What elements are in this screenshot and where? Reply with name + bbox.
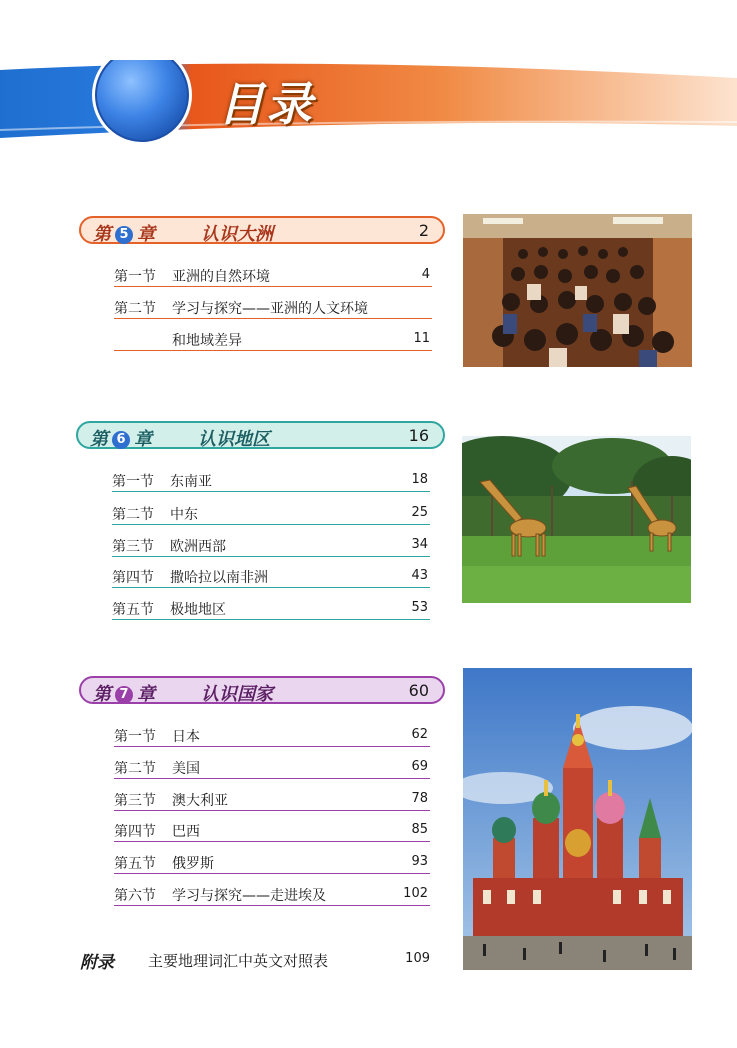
section-page: 4 <box>421 267 430 282</box>
section-title: 学习与探究——亚洲的人文环境 <box>172 301 368 317</box>
section-page: 78 <box>411 791 428 806</box>
cathedral-photo <box>463 668 692 970</box>
chapter-page: 2 <box>418 221 429 240</box>
section-title: 美国 <box>172 761 200 777</box>
chapter-label: 第 7 章 <box>93 684 155 705</box>
section-label: 第二节 <box>114 301 156 317</box>
chapter-title: 认识大洲 <box>201 224 273 245</box>
section-page: 85 <box>411 822 428 837</box>
section-label: 第五节 <box>114 856 156 872</box>
section-page: 53 <box>411 600 428 615</box>
appendix-entry[interactable] <box>80 948 432 973</box>
toc-entry[interactable] <box>112 504 430 525</box>
section-page: 102 <box>403 886 428 901</box>
toc-entry[interactable] <box>114 758 430 779</box>
giraffe-photo <box>462 436 691 603</box>
section-title: 日本 <box>172 729 200 745</box>
section-title: 俄罗斯 <box>172 856 214 872</box>
toc-entry[interactable] <box>112 536 430 557</box>
section-label: 第一节 <box>112 474 154 490</box>
crowd-photo <box>463 214 692 367</box>
chapter-number-badge: 6 <box>112 431 130 449</box>
section-label: 第六节 <box>114 888 156 904</box>
chapter-number-badge: 5 <box>115 226 133 244</box>
section-title: 极地地区 <box>170 602 226 618</box>
section-title: 学习与探究——走进埃及 <box>172 888 326 904</box>
toc-entry[interactable] <box>114 266 432 287</box>
chapter-page: 60 <box>408 681 429 700</box>
section-page: 34 <box>411 537 428 552</box>
section-page: 43 <box>411 568 428 583</box>
header-banner <box>0 60 737 144</box>
chapter-5-header[interactable] <box>79 216 445 244</box>
section-title: 亚洲的自然环境 <box>172 269 270 285</box>
toc-entry[interactable] <box>112 471 430 492</box>
section-title: 巴西 <box>172 824 200 840</box>
appendix-page: 109 <box>405 951 430 966</box>
section-label: 第三节 <box>112 539 154 555</box>
chapter-label: 第 6 章 <box>90 429 152 450</box>
section-page: 93 <box>411 854 428 869</box>
toc-entry[interactable] <box>114 298 432 319</box>
toc-entry[interactable] <box>114 821 430 842</box>
chapter-page: 16 <box>408 426 429 445</box>
section-label: 第四节 <box>114 824 156 840</box>
toc-entry[interactable] <box>114 790 430 811</box>
section-page: 25 <box>411 505 428 520</box>
toc-entry[interactable] <box>114 330 432 351</box>
banner-graphic <box>0 60 737 144</box>
chapter-number-badge: 7 <box>115 686 133 704</box>
section-label: 第二节 <box>112 507 154 523</box>
section-label: 第二节 <box>114 761 156 777</box>
chapter-label: 第 5 章 <box>93 224 155 245</box>
appendix-title: 主要地理词汇中英文对照表 <box>148 952 329 970</box>
section-page: 18 <box>411 472 428 487</box>
toc-entry[interactable] <box>112 599 430 620</box>
chapter-6-header[interactable] <box>76 421 445 449</box>
section-title: 澳大利亚 <box>172 793 228 809</box>
section-label: 第四节 <box>112 570 154 586</box>
toc-entry[interactable] <box>114 885 430 906</box>
section-page: 11 <box>413 331 430 346</box>
section-label: 第一节 <box>114 729 156 745</box>
section-label: 第五节 <box>112 602 154 618</box>
chapter-title: 认识国家 <box>201 684 273 705</box>
appendix-label: 附录 <box>80 953 114 973</box>
section-label: 第一节 <box>114 269 156 285</box>
toc-entry[interactable] <box>114 853 430 874</box>
section-title: 和地域差异 <box>172 333 242 349</box>
chapter-7-header[interactable] <box>79 676 445 704</box>
chapter-title: 认识地区 <box>198 429 270 450</box>
section-title: 欧洲西部 <box>170 539 226 555</box>
section-page: 69 <box>411 759 428 774</box>
toc-entry[interactable] <box>114 726 430 747</box>
section-page: 62 <box>411 727 428 742</box>
section-label: 第三节 <box>114 793 156 809</box>
section-title: 中东 <box>170 507 198 523</box>
toc-entry[interactable] <box>112 567 430 588</box>
section-title: 东南亚 <box>170 474 212 490</box>
section-title: 撒哈拉以南非洲 <box>170 570 268 586</box>
page-title: 目录 <box>218 77 314 131</box>
